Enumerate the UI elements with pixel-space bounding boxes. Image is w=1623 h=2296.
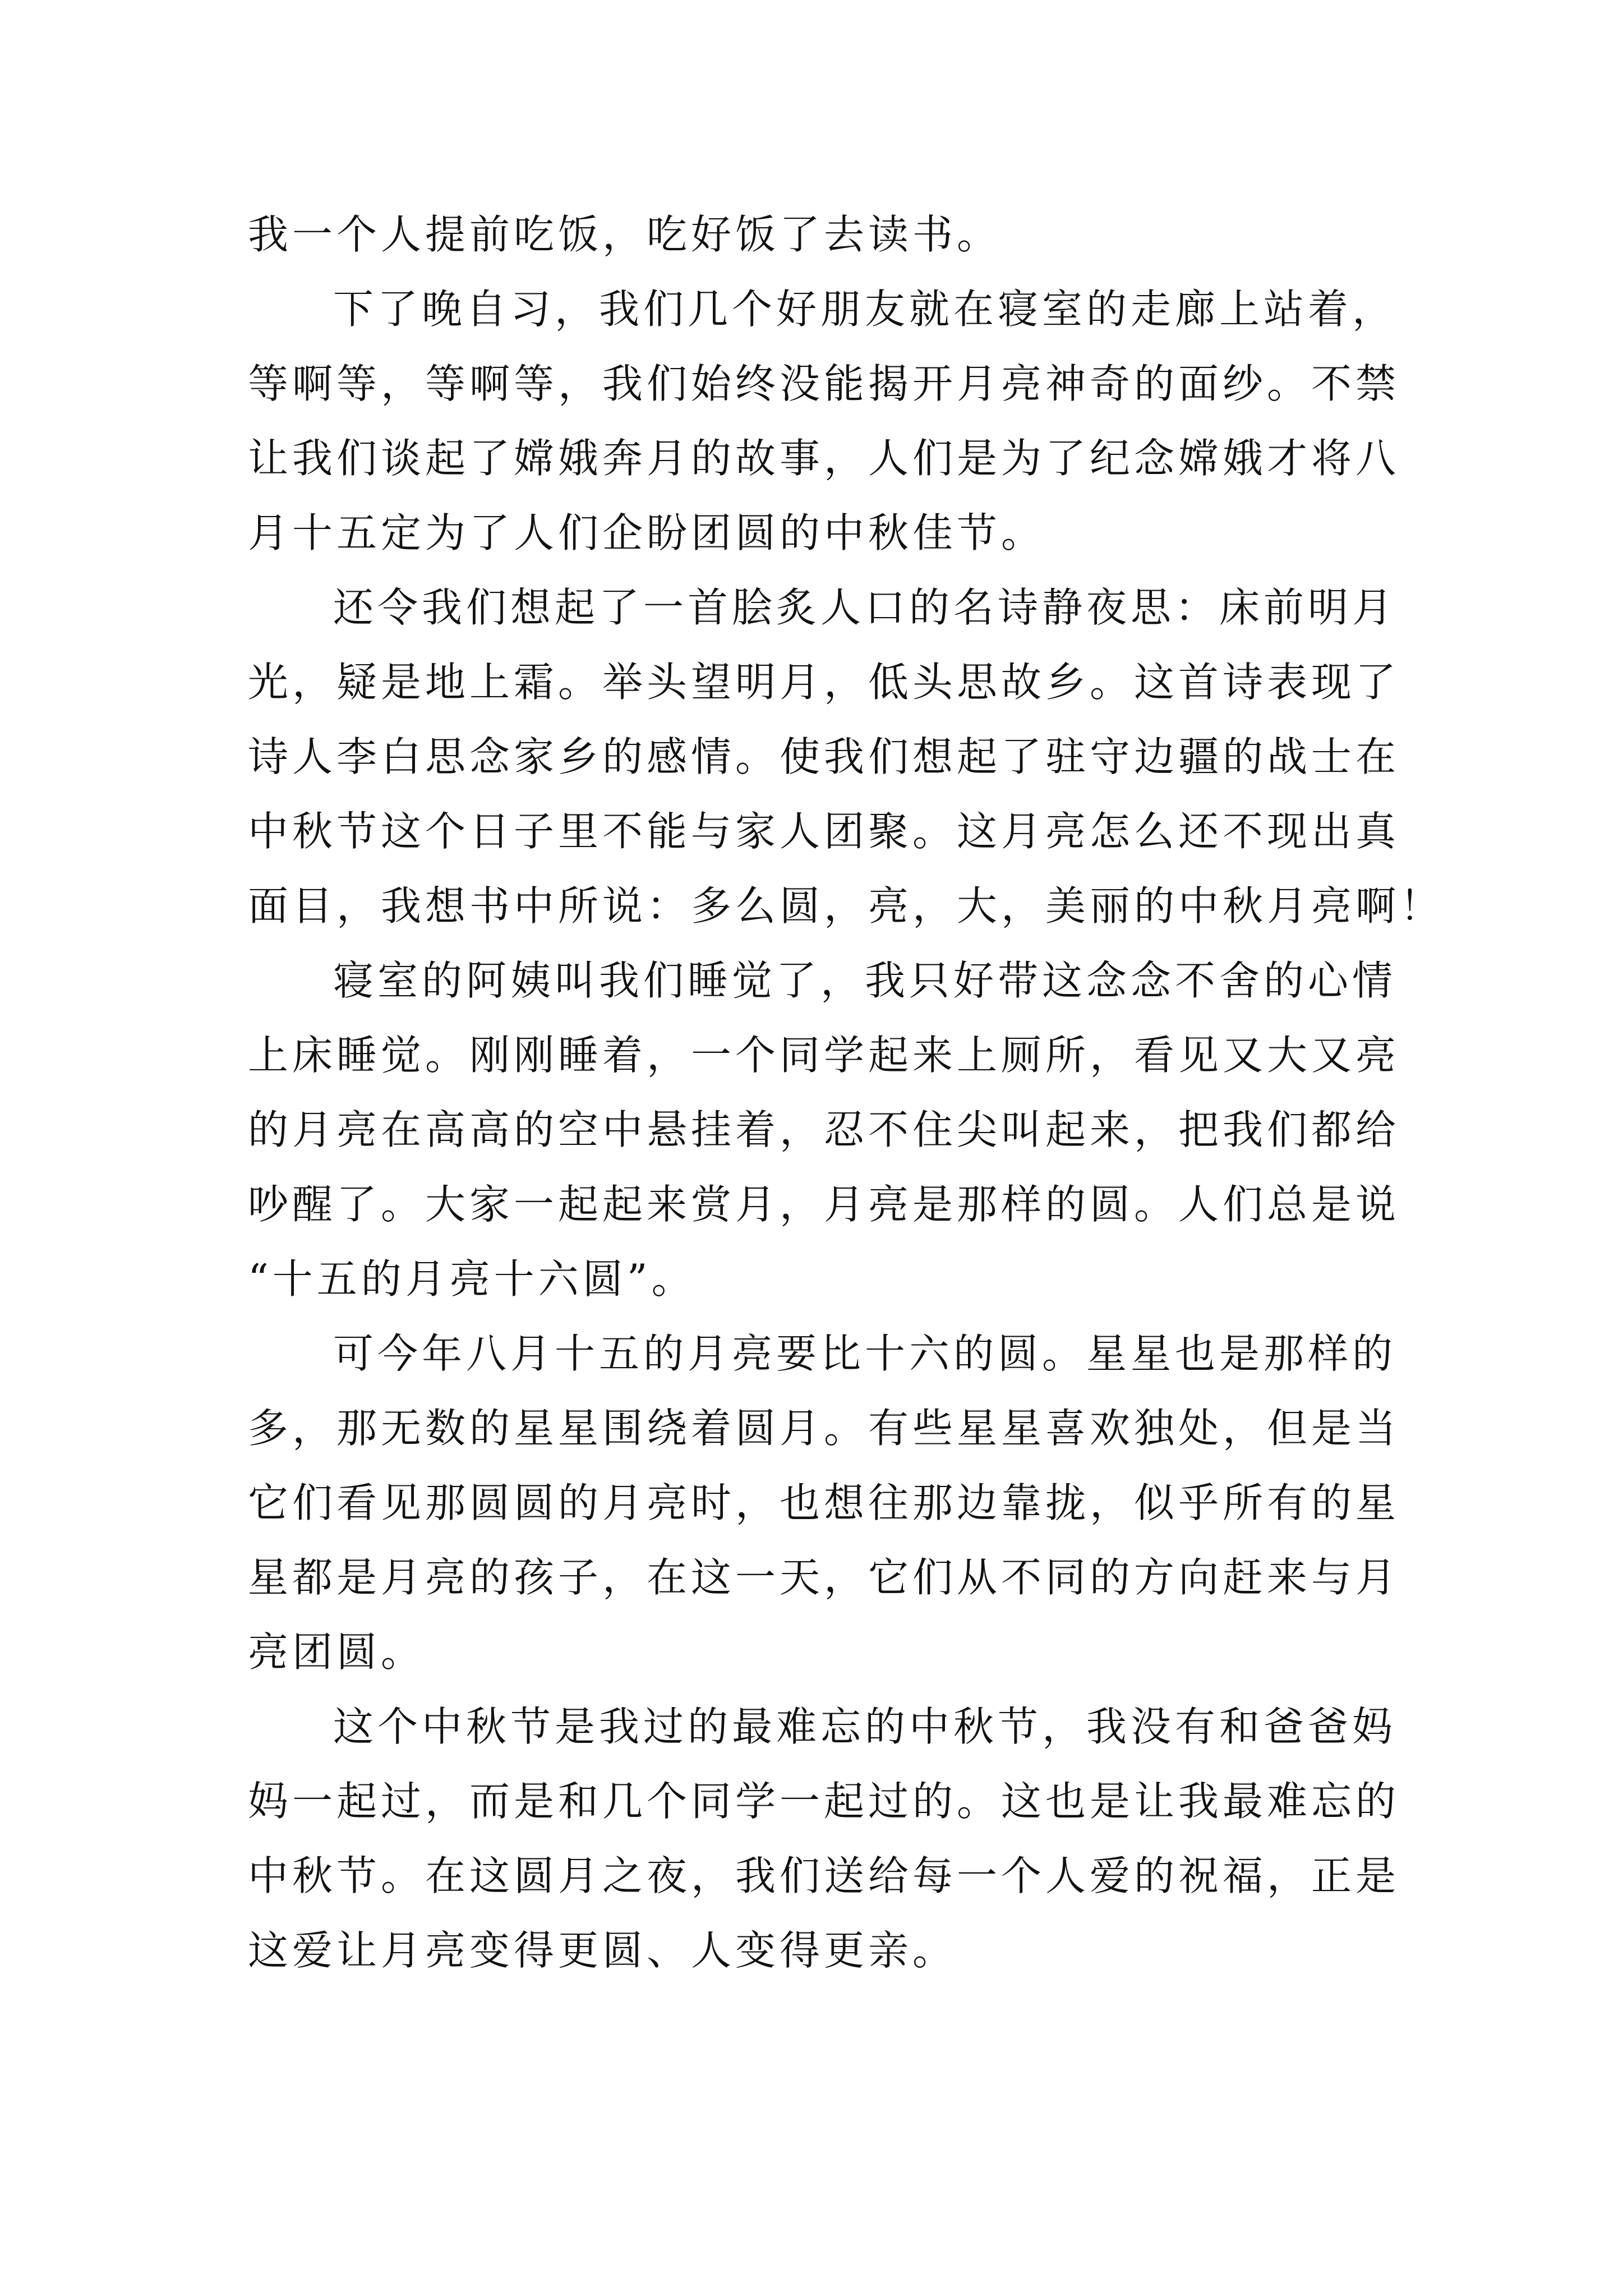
- text-line: 多，那无数的星星围绕着圆月。有些星星喜欢独处，但是当: [248, 1405, 1400, 1452]
- text-line: 吵醒了。大家一起起来赏月，月亮是那样的圆。人们总是说: [248, 1181, 1400, 1228]
- document-body: [248, 197, 1445, 1988]
- text-line: 亮团圆。: [248, 1628, 426, 1676]
- text-line: 月十五定为了人们企盼团圆的中秋佳节。: [248, 509, 1046, 556]
- text-line: 上床睡觉。刚刚睡着，一个同学起来上厕所，看见又大又亮: [248, 1032, 1400, 1079]
- text-line: 我一个人提前吃饭，吃好饭了去读书。: [248, 211, 1002, 258]
- text-line: 中秋节。在这圆月之夜，我们送给每一个人爱的祝福，正是: [248, 1852, 1400, 1899]
- text-line: 等啊等，等啊等，我们始终没能揭开月亮神奇的面纱。不禁: [248, 360, 1400, 407]
- text-line: 星都是月亮的孩子，在这一天，它们从不同的方向赶来与月: [248, 1554, 1400, 1601]
- paragraph: [248, 272, 1400, 570]
- paragraph: [248, 570, 1445, 944]
- text-line: 的月亮在高高的空中悬挂着，忍不住尖叫起来，把我们都给: [248, 1106, 1400, 1153]
- text-line: 还令我们想起了一首脍炙人口的名诗静夜思：床前明月: [333, 584, 1397, 631]
- text-line: 这爱让月亮变得更圆、人变得更亲。: [248, 1927, 957, 1974]
- paragraph: [248, 197, 1386, 272]
- text-line: 面目，我想书中所说：多么圆，亮，大，美丽的中秋月亮啊！: [248, 882, 1445, 930]
- text-line: 它们看见那圆圆的月亮时，也想往那边靠拢，似乎所有的星: [248, 1479, 1400, 1526]
- paragraph: [248, 944, 1400, 1317]
- text-line: 下了晚自习，我们几个好朋友就在寝室的走廊上站着，: [333, 286, 1397, 333]
- text-line: 中秋节这个日子里不能与家人团聚。这月亮怎么还不现出真: [248, 808, 1400, 855]
- text-line: 可今年八月十五的月亮要比十六的圆。星星也是那样的: [333, 1330, 1397, 1377]
- text-line: 诗人李白思念家乡的感情。使我们想起了驻守边疆的战士在: [248, 733, 1400, 780]
- text-line: 光，疑是地上霜。举头望明月，低头思故乡。这首诗表现了: [248, 659, 1400, 706]
- text-line: 让我们谈起了嫦娥奔月的故事，人们是为了纪念嫦娥才将八: [248, 435, 1400, 482]
- text-line: 这个中秋节是我过的最难忘的中秋节，我没有和爸爸妈: [333, 1703, 1397, 1750]
- paragraph: [248, 1690, 1400, 1988]
- text-line: 妈一起过，而是和几个同学一起过的。这也是让我最难忘的: [248, 1778, 1400, 1825]
- text-line: 寝室的阿姨叫我们睡觉了，我只好带这念念不舍的心情: [333, 957, 1397, 1004]
- paragraph: [248, 1317, 1400, 1690]
- text-line: “十五的月亮十六圆”。: [248, 1255, 696, 1303]
